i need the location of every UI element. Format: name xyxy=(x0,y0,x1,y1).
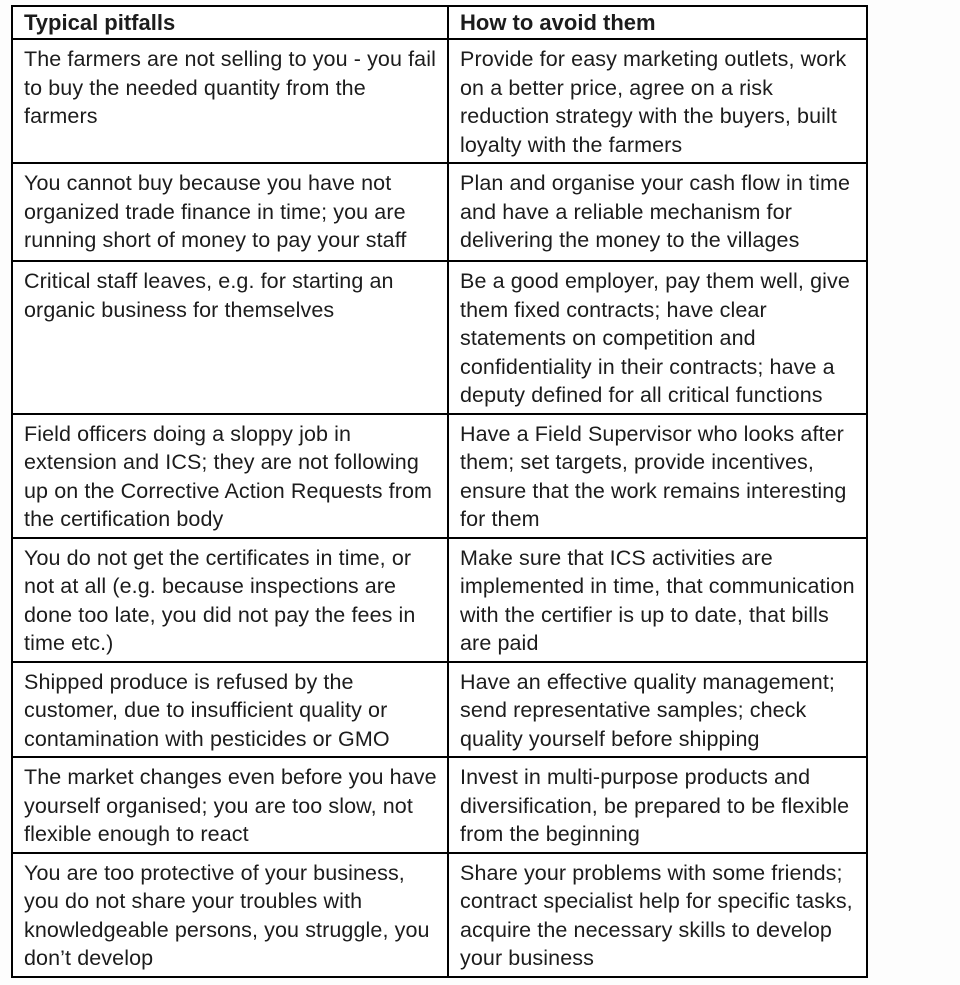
avoid-cell: Make sure that ICS activities are implemented in time, that communication with the certifier is up to date, that bills are paid xyxy=(448,538,867,662)
pitfall-cell: You cannot buy because you have not organized trade finance in time; you are running short of money to pay your staff xyxy=(12,163,448,261)
pitfall-cell: Shipped produce is refused by the customer, due to insufficient quality or contamination with pesticides or GMO xyxy=(12,662,448,758)
avoid-cell: Be a good employer, pay them well, give them fixed contracts; have clear statements on competition and confidentiality in their contracts; have a deputy defined for all critical functions xyxy=(448,261,867,414)
pitfall-cell: Field officers doing a sloppy job in extension and ICS; they are not following up on the Corrective Action Requests from the certification body xyxy=(12,414,448,538)
pitfall-cell: The market changes even before you have yourself organised; you are too slow, not flexible enough to react xyxy=(12,757,448,853)
avoid-cell: Invest in multi-purpose products and diversification, be prepared to be flexible from the beginning xyxy=(448,757,867,853)
pitfall-cell: The farmers are not selling to you - you fail to buy the needed quantity from the farmers xyxy=(12,39,448,163)
header-row xyxy=(12,6,867,39)
pitfall-cell: You do not get the certificates in time, or not at all (e.g. because inspections are done too late, you did not pay the fees in time etc.) xyxy=(12,538,448,662)
avoid-cell: Provide for easy marketing outlets, work on a better price, agree on a risk reduction strategy with the buyers, built loyalty with the farmers xyxy=(448,39,867,163)
header-how-to-avoid: How to avoid them xyxy=(448,6,867,39)
avoid-cell: Have a Field Supervisor who looks after them; set targets, provide incentives, ensure that the work remains interesting for them xyxy=(448,414,867,538)
table-row xyxy=(12,414,867,538)
avoid-cell: Share your problems with some friends; contract specialist help for specific tasks, acquire the necessary skills to develop your business xyxy=(448,853,867,977)
table-row xyxy=(12,163,867,261)
header-typical-pitfalls: Typical pitfalls xyxy=(12,6,448,39)
table-row xyxy=(12,261,867,414)
avoid-cell: Have an effective quality management; send representative samples; check quality yourself before shipping xyxy=(448,662,867,758)
table-row xyxy=(12,39,867,163)
avoid-cell: Plan and organise your cash flow in time and have a reliable mechanism for delivering the money to the villages xyxy=(448,163,867,261)
pitfall-cell: You are too protective of your business, you do not share your troubles with knowledgeable persons, you struggle, you don’t develop xyxy=(12,853,448,977)
pitfalls-table xyxy=(11,5,868,978)
table-row xyxy=(12,538,867,662)
table-row xyxy=(12,757,867,853)
table-row xyxy=(12,853,867,977)
pitfall-cell: Critical staff leaves, e.g. for starting an organic business for themselves xyxy=(12,261,448,414)
table-row xyxy=(12,662,867,758)
